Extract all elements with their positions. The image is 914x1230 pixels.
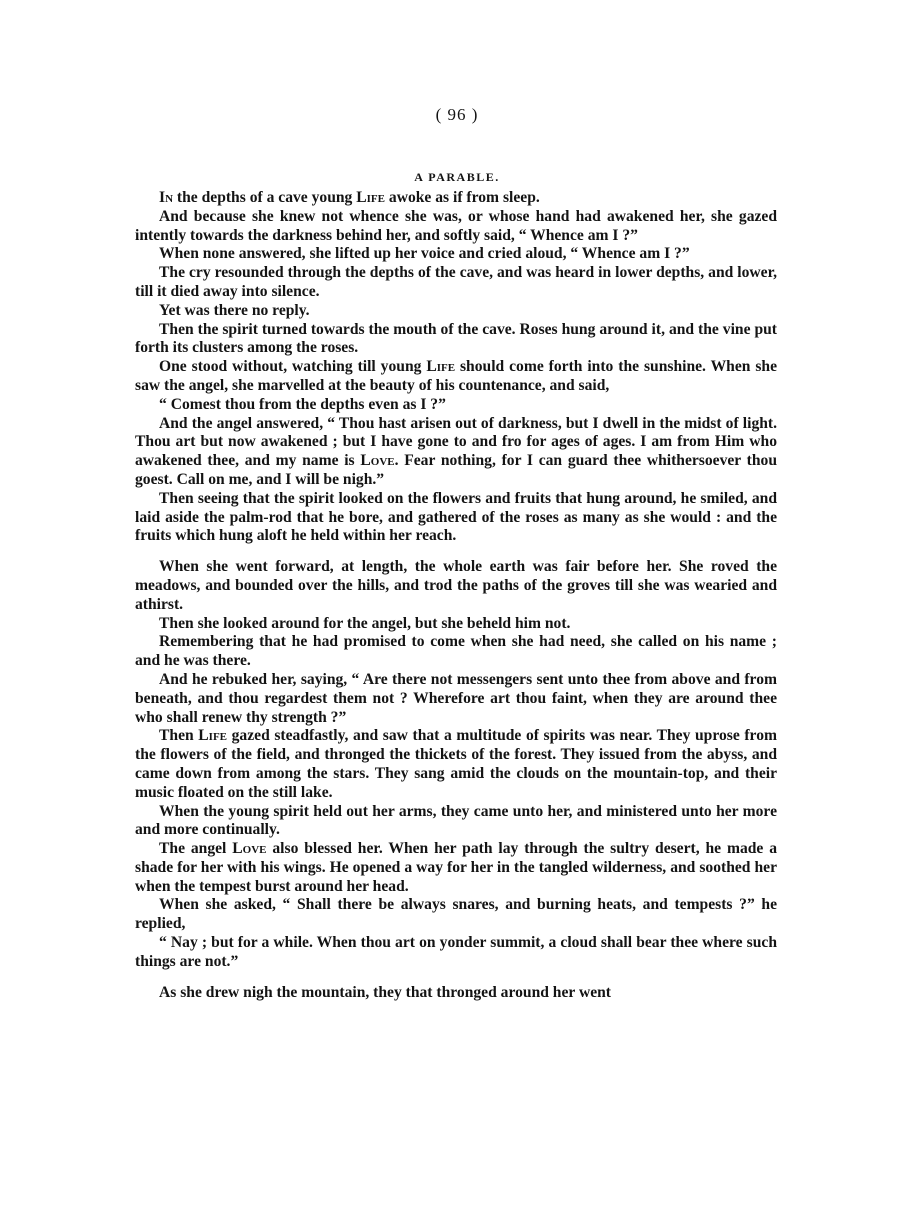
paragraph-text: Then xyxy=(159,727,199,745)
paragraph xyxy=(135,358,777,396)
paragraph xyxy=(135,490,777,546)
paragraph-text: When none answered, she lifted up her voice and cried aloud, “ Whence am I ?” xyxy=(159,245,690,263)
paragraph xyxy=(135,189,777,208)
paragraph-text: should come forth into the sunshine. When she saw the angel, she marvelled at the beauty of his countenance, and said, xyxy=(135,358,778,394)
paragraph xyxy=(135,208,777,246)
paragraph xyxy=(135,840,777,896)
paragraph-text: And the angel answered, “ Thou hast arisen out of darkness, but I dwell in the midst of light. Thou art but now awakened ; but I have gone to and fro for ages of ages. I am from Him who awakened thee, and my name is xyxy=(135,414,777,470)
paragraph-text: Remembering that he had promised to come when she had need, she called on his name ; and he was there. xyxy=(135,633,777,670)
small-caps-name: Love xyxy=(232,840,267,858)
paragraph xyxy=(135,321,777,359)
paragraph-text: Yet was there no reply. xyxy=(159,301,310,319)
paragraph xyxy=(135,302,777,321)
paragraph-text: awoke as if from sleep. xyxy=(385,189,540,206)
paragraph-text: Then seeing that the spirit looked on the flowers and fruits that hung around, he smiled, and laid aside the palm-rod that he bore, and gathered of the roses as many as she would : and the fruits which hung aloft he held within her reach. xyxy=(135,489,777,545)
paragraph-text: “ Nay ; but for a while. When thou art on yonder summit, a cloud shall bear thee where such things are not.” xyxy=(135,934,777,970)
paragraph xyxy=(135,633,777,671)
paragraph xyxy=(135,245,777,264)
paragraph-text: Then the spirit turned towards the mouth of the cave. Roses hung around it, and the vine put forth its clusters among the roses. xyxy=(135,320,777,357)
paragraph-text: the depths of a cave young xyxy=(173,189,357,206)
paragraph-text: Then she looked around for the angel, but she beheld him not. xyxy=(159,614,571,632)
chapter-title: A PARABLE. xyxy=(414,170,500,184)
paragraph-text: When she asked, “ Shall there be always snares, and burning heats, and tempests ?” he replied, xyxy=(135,896,777,933)
paragraph xyxy=(135,558,777,614)
paragraph-text: As she drew nigh the mountain, they that thronged around her went xyxy=(159,983,611,1001)
paragraph xyxy=(135,727,777,802)
paragraph xyxy=(135,671,777,727)
paragraph-text: And because she knew not whence she was, or whose hand had awakened her, she gazed intently towards the darkness behind her, and softly said, “ Whence am I ?” xyxy=(135,207,777,244)
paragraph xyxy=(135,264,777,302)
paragraph-text: One stood without, watching till young xyxy=(159,358,427,376)
paragraph-text: “ Comest thou from the depths even as I ?” xyxy=(159,395,446,413)
paragraph-text: The angel xyxy=(159,840,233,858)
paragraph-text: Fear nothing, for I can guard thee whithersoever thou goest. Call on me, and I will be nigh.” xyxy=(135,452,778,488)
small-caps-name: Life xyxy=(426,358,456,376)
paragraph-text: gazed steadfastly, and saw that a multitude of spirits was near. They uprose from the flowers of the field, and thronged the thickets of the forest. They issued from the abyss, and came down from among the stars. They sang amid the clouds on the mountain-top, and their music floated on the still lake. xyxy=(135,727,777,801)
paragraph xyxy=(135,803,777,841)
paragraph-text: also blessed her. When her path lay through the sultry desert, he made a shade for her with his wings. He opened a way for her in the tangled wilderness, and soothed her when the tempest burst around her head. xyxy=(135,840,777,895)
paragraph-text: The cry resounded through the depths of the cave, and was heard in lower depths, and lower, till it died away into silence. xyxy=(135,264,777,300)
body-text xyxy=(135,189,777,1002)
paragraph-text: And he rebuked her, saying, “ Are there not messengers sent unto thee from above and from beneath, and thou regardest them not ? Wherefore art thou faint, when they are around thee who shall renew thy strength ?” xyxy=(135,670,777,726)
paragraph xyxy=(135,396,777,415)
small-caps-name: Love. xyxy=(360,452,399,470)
paragraph-text: When the young spirit held out her arms, they came unto her, and ministered unto her more and more continually. xyxy=(135,802,777,839)
paragraph xyxy=(135,615,777,634)
page-number: ( 96 ) xyxy=(435,105,479,124)
small-caps-name: Life xyxy=(198,727,228,745)
drop-lead-word: In xyxy=(159,189,174,206)
paragraph xyxy=(135,896,777,934)
paragraph xyxy=(135,934,777,972)
paragraph xyxy=(135,415,777,490)
small-caps-name: Life xyxy=(356,189,385,206)
paragraph-text: When she went forward, at length, the whole earth was fair before her. She roved the meadows, and bounded over the hills, and trod the paths of the groves till she was wearied and athirst. xyxy=(135,558,777,613)
paragraph xyxy=(135,984,777,1003)
